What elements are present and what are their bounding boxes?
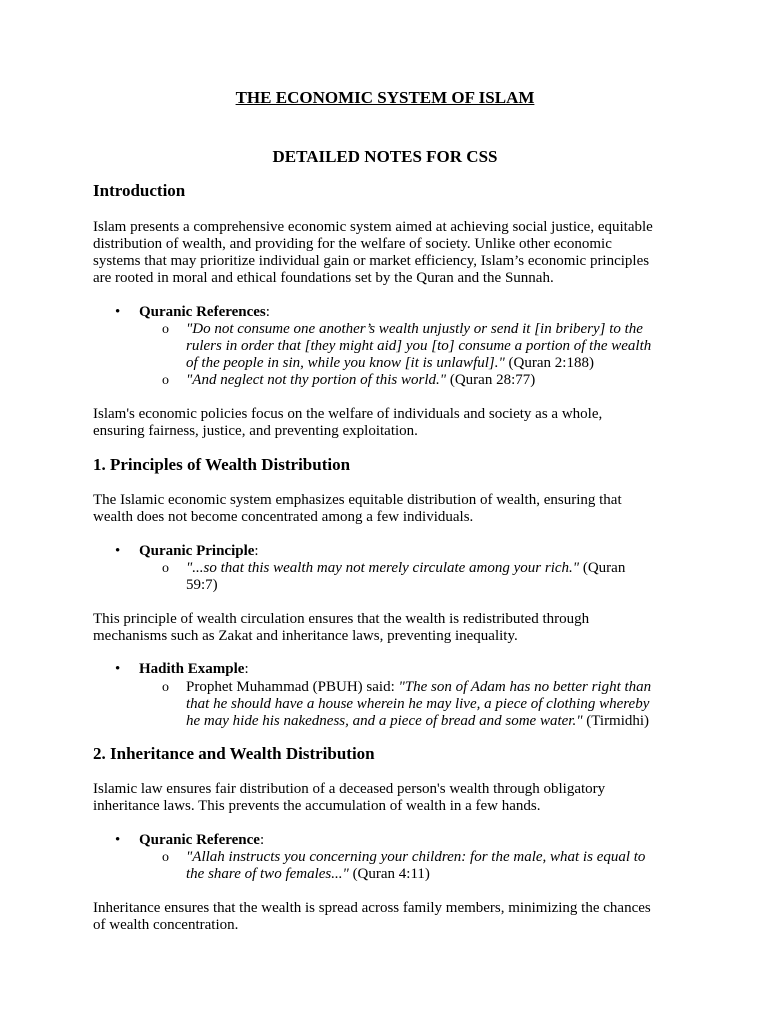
bullet-label: Hadith Example [139, 661, 245, 677]
paragraph-line: Inheritance ensures that the wealth is spread across family members, minimizing the chances [93, 900, 651, 916]
bullet-dot-icon: • [115, 304, 121, 320]
introduction-line: distribution of wealth, and providing for the welfare of society. Unlike other economic [93, 236, 612, 252]
introduction-closing-paragraph [93, 406, 675, 440]
bullet-colon: : [259, 832, 265, 848]
sub-bullet-marker: o [162, 680, 169, 695]
bullet-label: Quranic References [139, 304, 266, 320]
introduction-heading: Introduction [93, 181, 186, 200]
paragraph-line: of wealth concentration. [93, 917, 239, 933]
paragraph-line: ensuring fairness, justice, and preventing exploitation. [93, 423, 418, 439]
sub-bullet-marker: o [162, 561, 169, 576]
quote-text: "Do not consume one another’s wealth unjustly or send it [in bribery] to the [186, 321, 643, 337]
quote-text: of the people in sin, while you know [it is unlawful]." [186, 355, 505, 371]
quote-text: he may hide his nakedness, and a piece of bread and some water." [186, 713, 583, 729]
paragraph-line: This principle of wealth circulation ensures that the wealth is redistributed through [93, 611, 590, 627]
hadith-intro-text: Prophet Muhammad (PBUH) said: [186, 679, 399, 695]
paragraph-line: wealth does not become concentrated among a few individuals. [93, 509, 474, 525]
citation-text: (Quran 2:188) [504, 355, 594, 371]
section-2-closing-paragraph [93, 900, 675, 934]
citation-text: (Quran 4:11) [348, 866, 430, 882]
bullet-colon: : [244, 661, 249, 677]
paragraph-line: mechanisms such as Zakat and inheritance laws, preventing inequality. [93, 628, 518, 644]
sub-bullet-marker: o [162, 322, 169, 337]
citation-text: (Quran [579, 560, 626, 576]
quote-text: "Allah instructs you concerning your children: for the male, what is equal to [186, 849, 646, 865]
quote-text: "The son of Adam has no better right than [398, 679, 652, 695]
quote-text: "And neglect not thy portion of this world." [186, 372, 447, 388]
bullet-dot-icon: • [115, 661, 121, 677]
section-2-heading: 2. Inheritance and Wealth Distribution [93, 744, 375, 763]
paragraph-line: inheritance laws. This prevents the accumulation of wealth in a few hands. [93, 798, 541, 814]
section-1-heading: 1. Principles of Wealth Distribution [93, 455, 351, 474]
document-title: THE ECONOMIC SYSTEM OF ISLAM [235, 88, 535, 107]
quote-text: that he should have a house wherein he may live, a piece of clothing whereby [186, 696, 650, 712]
bullet-dot-icon: • [115, 832, 121, 848]
paragraph-line: Islamic law ensures fair distribution of a deceased person's wealth through obligatory [93, 781, 606, 797]
citation-text: (Tirmidhi) [582, 713, 650, 729]
paragraph-line: Islam's economic policies focus on the welfare of individuals and society as a whole, [93, 406, 603, 422]
bullet-label: Quranic Reference [139, 832, 260, 848]
introduction-paragraph [93, 219, 675, 287]
sub-bullet-marker: o [162, 850, 169, 865]
introduction-line: Islam presents a comprehensive economic system aimed at achieving social justice, equitable [93, 219, 653, 235]
section-1-paragraph [93, 492, 675, 526]
introduction-line: systems that may prioritize individual gain or market efficiency, Islam’s economic principles [93, 253, 650, 269]
section-2-paragraph [93, 781, 675, 815]
quote-text: the share of two females..." [186, 866, 349, 882]
bullet-colon: : [265, 304, 270, 320]
document-subtitle: DETAILED NOTES FOR CSS [272, 147, 498, 166]
citation-text: (Quran 28:77) [446, 372, 536, 388]
bullet-label: Quranic Principle [139, 543, 255, 559]
quote-text: rulers in order that [they might aid] you [to] consume a portion of the wealth [186, 338, 652, 354]
bullet-dot-icon: • [115, 543, 121, 559]
paragraph-line: The Islamic economic system emphasizes equitable distribution of wealth, ensuring that [93, 492, 622, 508]
quote-text: "...so that this wealth may not merely circulate among your rich." [186, 560, 580, 576]
section-1-middle-paragraph [93, 611, 675, 645]
bullet-colon: : [254, 543, 259, 559]
citation-text: 59:7) [186, 577, 218, 593]
sub-bullet-marker: o [162, 373, 169, 388]
introduction-line: are rooted in moral and ethical foundations set by the Quran and the Sunnah. [93, 270, 554, 286]
